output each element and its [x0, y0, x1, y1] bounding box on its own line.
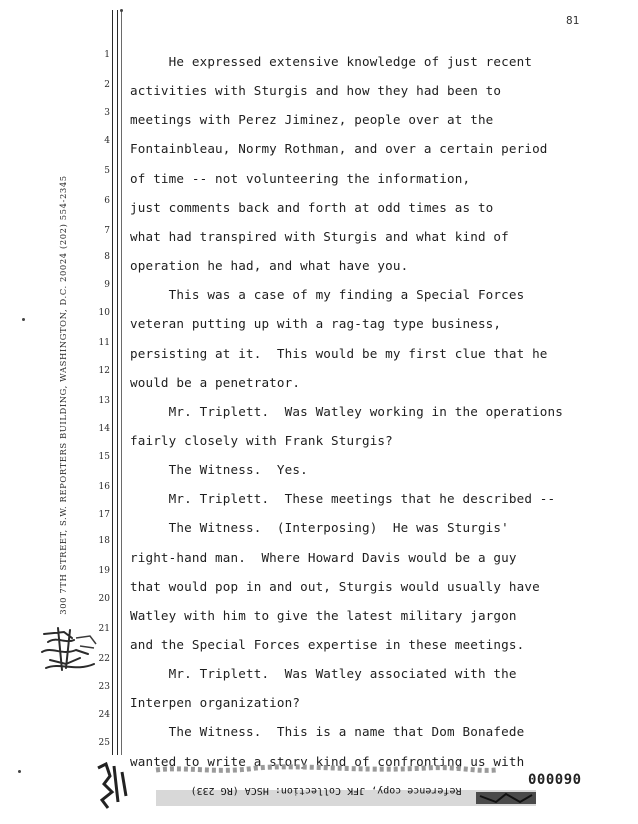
line-number: 15 — [98, 452, 110, 462]
speck — [18, 770, 21, 773]
line-number: 1 — [104, 50, 110, 60]
transcript-line: He expressed extensive knowledge of just recent — [130, 54, 533, 69]
line-number: 3 — [104, 108, 110, 118]
line-number: 22 — [98, 654, 110, 664]
handwritten-mark — [36, 624, 106, 674]
transcript-line: wanted to write a story kind of confronting us with — [130, 753, 525, 769]
transcript-line: Mr. Triplett. Was Watley associated with the — [130, 666, 517, 682]
transcript-line: right-hand man. Where Howard Davis would be a guy — [130, 549, 517, 565]
transcript-line: activities with Sturgis and how they had been to — [130, 83, 502, 99]
transcript-line: veteran putting up with a rag-tag type business, — [130, 316, 502, 332]
line-number: 6 — [104, 196, 110, 206]
speck — [22, 318, 25, 321]
transcript-line: operation he had, and what have you. — [130, 258, 409, 274]
line-number: 24 — [98, 710, 110, 720]
line-number: 7 — [104, 226, 110, 236]
transcript-line: The Witness. Yes. — [130, 462, 308, 478]
transcript-line: fairly closely with Frank Sturgis? — [130, 432, 393, 448]
line-number: 21 — [98, 624, 110, 634]
transcript-line: The Witness. (Interposing) He was Sturgis' — [130, 520, 509, 536]
line-number: 12 — [98, 366, 110, 376]
line-number: 23 — [98, 682, 110, 692]
page-number: 81 — [566, 14, 580, 27]
line-number: 5 — [104, 166, 110, 176]
transcript-line: persisting at it. This would be my first clue that he — [130, 345, 548, 361]
transcript-line: meetings with Perez Jiminez, people over at the — [130, 112, 494, 128]
margin-rule — [117, 10, 118, 755]
archive-reference-stamp: Reference copy, JFK Collection: HSCA (RG 233) — [190, 785, 462, 796]
transcript-line: that would pop in and out, Sturgis would usually have — [130, 578, 540, 594]
transcript-line: The Witness. This is a name that Dom Bonafede — [130, 724, 525, 740]
line-number: 16 — [98, 482, 110, 492]
line-number: 25 — [98, 738, 110, 748]
transcript-line: Interpen organization? — [130, 695, 301, 711]
speck — [120, 9, 123, 12]
line-number: 17 — [98, 510, 110, 520]
document-id: 000090 — [528, 772, 582, 788]
transcript-line: This was a case of my finding a Special Forces — [130, 287, 525, 303]
line-number: 13 — [98, 396, 110, 406]
line-number: 8 — [104, 252, 110, 262]
transcript-line: what had transpired with Sturgis and what kind of — [130, 228, 509, 244]
line-number: 19 — [98, 566, 110, 576]
line-number: 4 — [104, 136, 110, 146]
transcript-line: Mr. Triplett. Was Watley working in the operations — [130, 403, 563, 419]
transcript-line: would be a penetrator. — [130, 374, 301, 390]
line-number: 2 — [104, 80, 110, 90]
line-number: 14 — [98, 424, 110, 434]
transcript-line: just comments back and forth at odd times as to — [130, 199, 494, 215]
transcript-line: Watley with him to give the latest military jargon — [130, 607, 517, 623]
margin-rule — [112, 10, 113, 755]
transcript-line: of time -- not volunteering the information, — [130, 170, 471, 186]
transcript-line: Fontainbleau, Normy Rothman, and over a certain period — [130, 141, 548, 157]
transcript-line: and the Special Forces expertise in these meetings. — [130, 637, 525, 652]
line-number: 9 — [104, 280, 110, 290]
margin-rule — [121, 10, 122, 755]
line-number: 10 — [98, 308, 110, 318]
line-number: 20 — [98, 594, 110, 604]
reporter-address: 300 7TH STREET, S.W. REPORTERS BUILDING, WASHINGTON, D.C. 20024 (202) 554-2345 — [58, 175, 68, 615]
line-number: 18 — [98, 536, 110, 546]
line-number: 11 — [98, 338, 110, 348]
transcript-line: Mr. Triplett. These meetings that he described -- — [130, 491, 556, 507]
